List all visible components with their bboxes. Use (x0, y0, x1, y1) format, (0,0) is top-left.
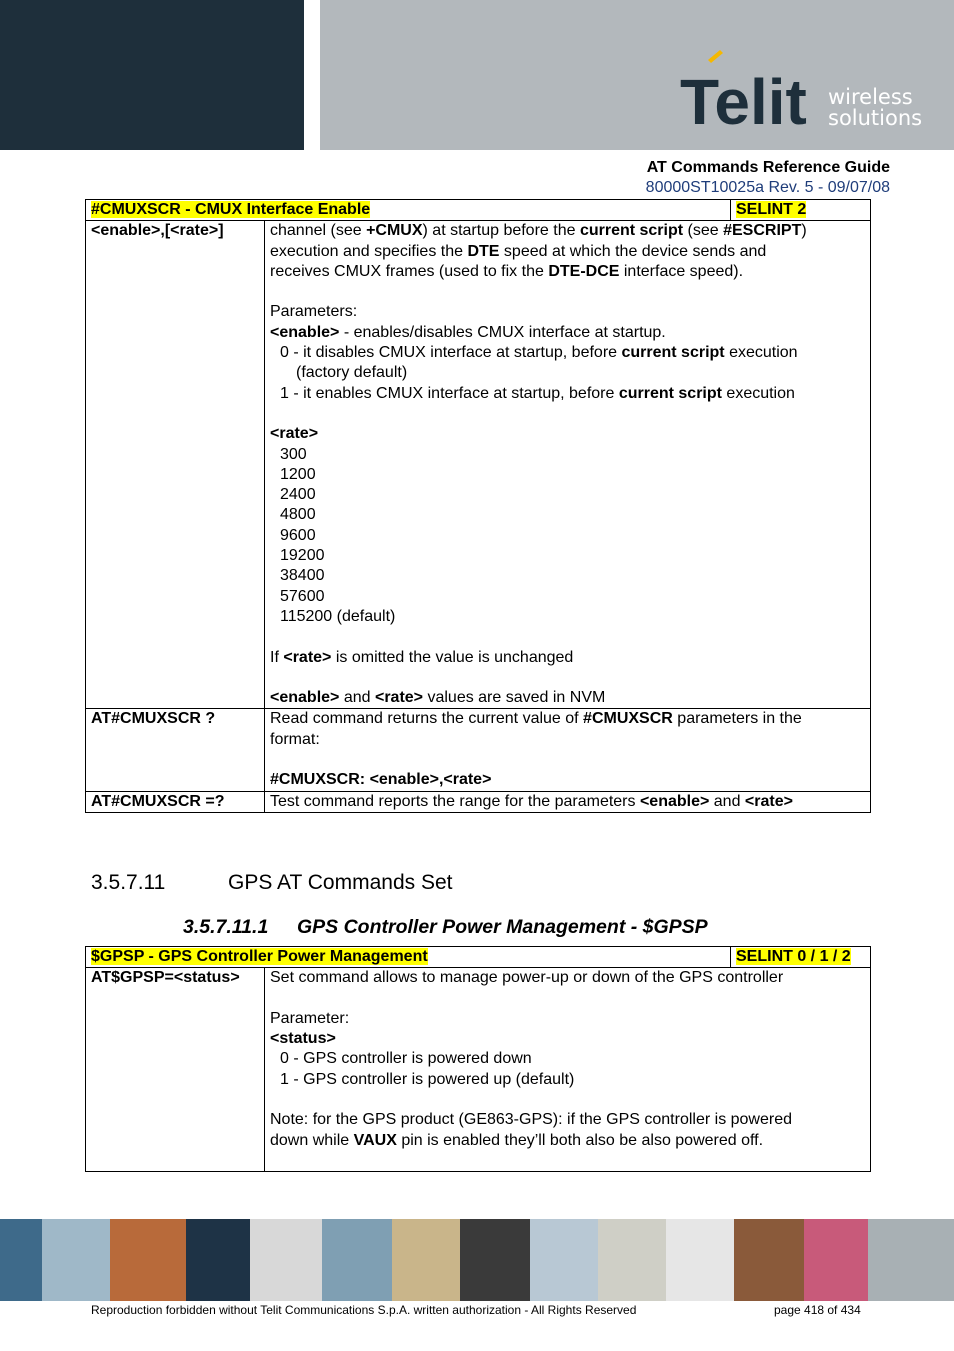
table-title-cell (86, 947, 731, 968)
rate-value: 4800 (280, 506, 316, 524)
rate-value: 115200 (default) (280, 607, 396, 625)
document-revision: 80000ST10025a Rev. 5 - 09/07/08 (645, 179, 890, 196)
photo-tile (666, 1219, 734, 1301)
table-title-cell (86, 200, 731, 221)
rate-value: 57600 (280, 587, 325, 605)
gpsp-table (85, 946, 871, 1172)
rate-value: 2400 (280, 486, 316, 504)
table-row (86, 968, 871, 1172)
table-header-row (86, 947, 871, 968)
table-title: #CMUXSCR - CMUX Interface Enable (91, 201, 371, 218)
subsection-title: GPS Controller Power Management - $GPSP (297, 916, 708, 938)
rate-value: 300 (280, 445, 307, 463)
telit-logo (678, 48, 928, 130)
logo-tagline-2: solutions (828, 106, 923, 130)
section-heading (91, 871, 452, 895)
table-row (86, 221, 871, 709)
photo-tile (186, 1219, 250, 1301)
description-cell: Set command allows to manage power-up or down of the GPS controller Parameter: <status> 0 - GPS controller is powered down 1 - GPS controller is powered up (default) Note: for the GPS product (GE863-GPS): if the GPS controller is powered down while VAUX pin is enabled they’ll both also be also powered off. (265, 968, 871, 1172)
document-title: AT Commands Reference Guide (646, 159, 890, 176)
footer-photo-strip (0, 1219, 954, 1301)
photo-tile (0, 1219, 42, 1301)
photo-tile (734, 1219, 804, 1301)
photo-tile (868, 1219, 954, 1301)
subsection-number: 3.5.7.11.1 (183, 916, 269, 938)
photo-tile (110, 1219, 186, 1301)
command-cell: AT#CMUXSCR =? (86, 791, 265, 812)
table-row (86, 791, 871, 812)
rate-value: 38400 (280, 567, 325, 585)
photo-tile (804, 1219, 868, 1301)
rate-value: 19200 (280, 547, 325, 565)
table-title: $GPSP - GPS Controller Power Management (91, 948, 428, 965)
table-header-row (86, 200, 871, 221)
photo-tile (598, 1219, 666, 1301)
subsection-heading (183, 916, 708, 939)
selint-label: SELINT 0 / 1 / 2 (736, 948, 851, 965)
photo-tile (392, 1219, 460, 1301)
rate-label: <rate> (270, 425, 319, 443)
description-cell: Read command returns the current value of #CMUXSCR parameters in the format: #CMUXSCR: <enable>,<rate> (265, 709, 871, 791)
logo-wordmark: Telit (680, 66, 807, 130)
footer-copyright: Reproduction forbidden without Telit Communications S.p.A. written authorization - All Rights Reserved (91, 1303, 637, 1317)
photo-tile (322, 1219, 392, 1301)
page-number: page 418 of 434 (774, 1303, 861, 1317)
selint-label: SELINT 2 (736, 201, 807, 218)
description-cell: Test command reports the range for the parameters <enable> and <rate> (265, 791, 871, 812)
selint-cell (731, 200, 871, 221)
command-cell: <enable>,[<rate>] (86, 221, 265, 709)
rate-value: 1200 (280, 465, 316, 483)
photo-tile (42, 1219, 110, 1301)
section-title: GPS AT Commands Set (228, 871, 453, 894)
photo-tile (460, 1219, 530, 1301)
cmuxscr-table (85, 199, 871, 813)
rate-value: 9600 (280, 526, 316, 544)
header-dark-panel (0, 0, 304, 150)
command-cell: AT#CMUXSCR ? (86, 709, 265, 791)
section-number: 3.5.7.11 (91, 871, 166, 894)
command-cell: AT$GPSP=<status> (86, 968, 265, 1172)
parameters-heading: Parameters: (270, 303, 358, 321)
description-cell: channel (see +CMUX) at startup before the current script (see #ESCRIPT) execution and specifies the DTE speed at which the device sends and receives CMUX frames (used to fix the DTE-DCE interface speed). Parameters: <enable> - enables/disables CMUX interface at startup. 0 - it disables CMUX interface at startup, before current script execution (factory default) 1 - it enables CMUX interface at startup, before current script execution <rate> 300 1200 2400 4800 9600 19200 38400 57600 115200 (default) If <rate> is omitted the value is unchanged <enable> and <rate> values are saved in NVM (265, 221, 871, 709)
logo-tagline-1: wireless (828, 85, 913, 109)
photo-tile (530, 1219, 598, 1301)
selint-cell (731, 947, 871, 968)
photo-tile (250, 1219, 322, 1301)
logo-accent-icon (708, 50, 723, 63)
table-row (86, 709, 871, 791)
